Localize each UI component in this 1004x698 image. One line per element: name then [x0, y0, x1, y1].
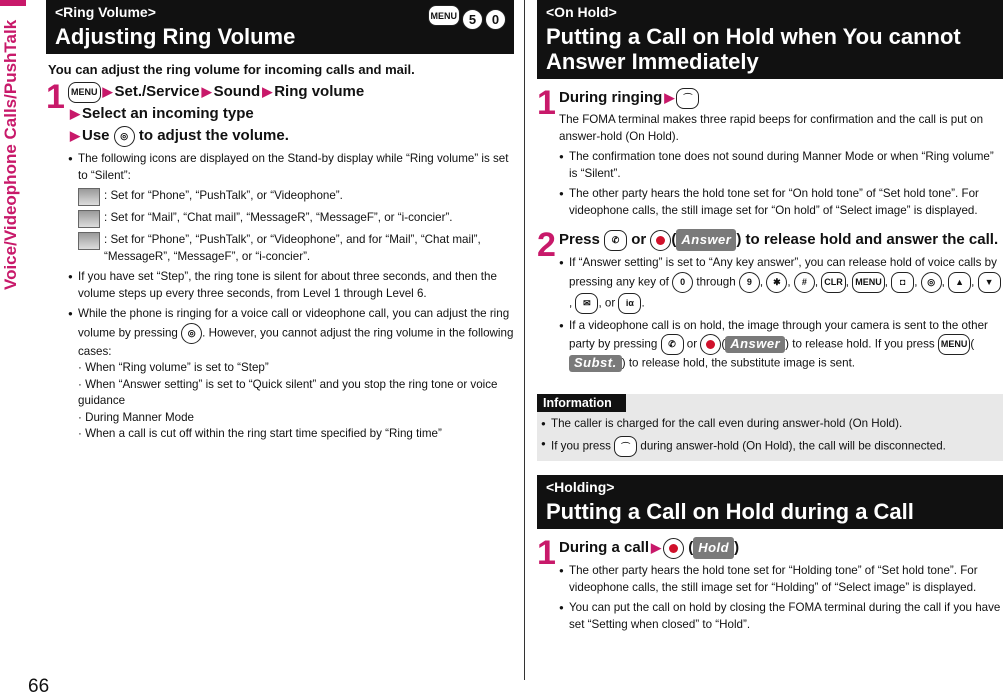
- step-title: During ringing ▶ ⌒: [559, 87, 1003, 109]
- step-number: 1: [537, 84, 556, 122]
- bullet: ● The other party hears the hold tone set for “Holding tone” of “Set hold tone”. For videophone calls, the still image set for “Holding” of “Select image” is displayed.: [559, 563, 1003, 596]
- nav-key-icon: ◎: [181, 323, 202, 344]
- bullet: ● If you have set “Step”, the ring tone is silent for about three seconds, and then the volume steps up every three seconds, from Level 1 through Level 6.: [68, 269, 514, 302]
- menu-key-icon: MENU: [852, 272, 885, 293]
- menu-key-icon: MENU: [428, 5, 461, 26]
- step-title: Press ✆ or ( Answer ) to release hold and answer the call.: [559, 229, 1003, 251]
- bullet: ● The following icons are displayed on the Stand-by display while “Ring volume” is set to “Silent”:: [68, 151, 514, 184]
- bullet: ● The confirmation tone does not sound during Manner Mode or when “Ring volume” is “Silent”.: [559, 149, 1003, 182]
- end-key-icon: ⌒: [676, 88, 699, 109]
- case-item: · When “Answer setting” is set to “Quick silent” and you stop the ring tone or voice guidance: [78, 377, 498, 407]
- camera-key-icon: ◘: [891, 272, 914, 293]
- onhold-step-2: [537, 226, 1003, 372]
- icon-row: : Set for “Phone”, “PushTalk”, or “Videophone”, and for “Mail”, “Chat mail”, “MessageR”, “MessageF”, or “i-concier”.: [68, 232, 514, 265]
- down-key-icon: ▼: [978, 272, 1001, 293]
- case-item: · When a call is cut off within the ring start time specified by “Ring time”: [78, 427, 442, 440]
- step-text: The FOMA terminal makes three rapid beeps for confirmation and the call is put on answer-hold (On Hold).: [559, 113, 984, 143]
- step-number: 2: [537, 226, 556, 264]
- nav-key-icon: ◎: [921, 272, 942, 293]
- menu-shortcut: [428, 5, 507, 30]
- nav-key-icon: ◎: [114, 126, 135, 147]
- bullet: ● If “Answer setting” is set to “Any key answer”, you can release hold of voice calls by pressing any key of 0 through 9 , ✱ , # , CLR , MENU , ◘ , ◎ , ▲ , ▼, ✉ , or iα .: [559, 255, 1003, 314]
- header-title: Putting a Call on Hold when You cannot Answer Immediately: [546, 24, 961, 74]
- answer-softkey: Answer: [725, 336, 785, 353]
- icon-row: : Set for “Phone”, “PushTalk”, or “Videophone”.: [68, 188, 514, 206]
- silent-all-icon: [78, 232, 100, 250]
- call-key-icon: ✆: [604, 230, 627, 251]
- header-title: Putting a Call on Hold during a Call: [546, 499, 914, 525]
- center-key-icon: [650, 230, 671, 251]
- center-key-icon: [663, 538, 684, 559]
- menu-key-icon: MENU: [938, 334, 971, 355]
- information-tag: Information: [537, 394, 626, 412]
- hash-key-icon: #: [794, 272, 815, 293]
- bullet: ● The caller is charged for the call even during answer-hold (On Hold).: [541, 416, 1003, 433]
- call-key-icon: ✆: [661, 334, 684, 355]
- silent-phone-icon: [78, 188, 100, 206]
- onhold-step-1: [537, 84, 1003, 219]
- side-tab-label: Voice/Videophone Calls/PushTalk: [1, 19, 20, 290]
- intro-text: You can adjust the ring volume for incoming calls and mail.: [48, 62, 415, 77]
- hold-softkey: Hold: [693, 537, 734, 559]
- right-column: [537, 0, 1003, 633]
- page-number: 66: [28, 676, 50, 697]
- bullet: ● The other party hears the hold tone set for “On hold tone” of “Set hold tone”. For videophone calls, the still image set for “On hold” of “Select image” is displayed.: [559, 186, 1003, 219]
- side-tab-bar: [0, 0, 26, 6]
- side-tab: [0, 0, 26, 380]
- left-column: [46, 0, 514, 443]
- bullet: ● You can put the call on hold by closing the FOMA terminal during the call if you have set “Setting when closed” to “Hold”.: [559, 600, 1003, 633]
- header-small: <On Hold>: [546, 4, 617, 20]
- answer-softkey: Answer: [676, 229, 736, 251]
- imode-key-icon: iα: [618, 293, 641, 314]
- silent-mail-icon: [78, 210, 100, 228]
- header-small: <Holding>: [546, 479, 615, 496]
- end-key-icon: ⌒: [614, 436, 637, 457]
- up-key-icon: ▲: [948, 272, 971, 293]
- case-item: · When “Ring volume” is set to “Step”: [78, 361, 269, 374]
- key-9-icon: 9: [739, 272, 760, 293]
- bullet: ● While the phone is ringing for a voice call or videophone call, you can adjust the ring volume by pressing ◎ . However, you cannot adjust the ring volume in the following cases:: [68, 306, 514, 360]
- icon-row: : Set for “Mail”, “Chat mail”, “MessageR”, “MessageF”, or “i-concier”.: [68, 210, 514, 228]
- mail-key-icon: ✉: [575, 293, 598, 314]
- information-box: [537, 394, 1003, 462]
- holding-header: [537, 475, 1003, 529]
- step-title: MENU ▶ Set./Service ▶ Sound ▶ Ring volume ▶ Select an incoming type ▶ Use ◎ to adjust the volume.: [68, 81, 514, 147]
- menu-key-icon: MENU: [68, 82, 101, 103]
- bullet: ● If a videophone call is on hold, the image through your camera is sent to the other party by pressing ✆ or ( Answer ) to release hold. If you press MENU (Subst. ) to release hold, the substitute image is sent.: [559, 318, 1003, 372]
- holding-step-1: [537, 534, 1003, 633]
- header-small: <Ring Volume>: [55, 4, 156, 20]
- step-title: During a call ▶ ( Hold ): [559, 537, 1003, 559]
- key-0-icon: 0: [485, 9, 506, 30]
- key-0-icon: 0: [672, 272, 693, 293]
- header-title: Adjusting Ring Volume: [55, 24, 296, 49]
- ring-volume-header: [46, 0, 514, 54]
- bullet: ● If you press ⌒ during answer-hold (On Hold), the call will be disconnected.: [541, 436, 1003, 457]
- subst-softkey: Subst.: [569, 355, 622, 372]
- column-divider: [524, 0, 525, 680]
- step-number: 1: [537, 534, 556, 573]
- clr-key-icon: CLR: [821, 272, 846, 293]
- case-item: · During Manner Mode: [78, 410, 194, 424]
- step-1: [46, 78, 514, 443]
- center-key-icon: [700, 334, 721, 355]
- star-key-icon: ✱: [766, 272, 787, 293]
- step-number: 1: [46, 78, 65, 116]
- key-5-icon: 5: [462, 9, 483, 30]
- on-hold-header: [537, 0, 1003, 79]
